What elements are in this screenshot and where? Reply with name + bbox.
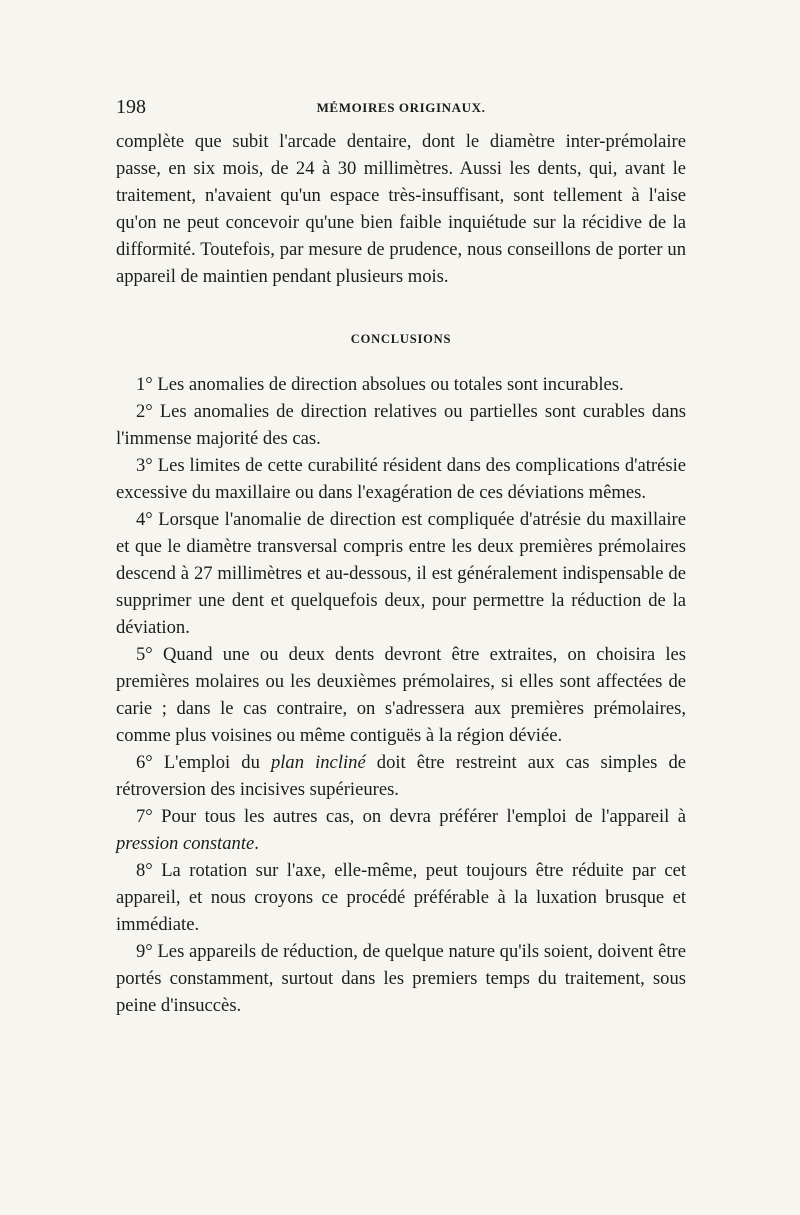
conclusion-item-9 [116,938,686,1019]
conclusion-item-5 [116,641,686,749]
conclusion-number: 7° [136,806,153,827]
conclusion-text-before: Pour tous les autres cas, on devra préférer l'emploi de l'appareil à [161,806,686,827]
conclusion-item-3 [116,452,686,506]
conclusion-text: Les appareils de réduction, de quelque nature qu'ils soient, doivent être portés constamment, surtout dans les premiers temps du traitement, sous peine d'insuccès. [116,941,686,1016]
conclusion-number: 3° [136,455,153,476]
conclusion-text: La rotation sur l'axe, elle-même, peut toujours être réduite par cet appareil, et nous croyons ce procédé préférable à la luxation brusque et immédiate. [116,860,686,935]
conclusion-text-before: L'emploi du [163,752,271,773]
conclusion-text: Les limites de cette curabilité résident dans des complications d'atrésie excessive du maxillaire ou dans l'exagération de ces déviations mêmes. [116,455,686,503]
intro-paragraph: complète que subit l'arcade dentaire, dont le diamètre inter-prémolaire passe, en six mois, de 24 à 30 millimètres. Aussi les dents, qui, avant le traitement, n'avaient qu'un espace très-insuffisant, sont tellement à l'aise qu'on ne peut concevoir qu'une bien faible inquiétude sur la récidive de la difformité. Toutefois, par mesure de prudence, nous conseillons de porter un appareil de maintien pendant plusieurs mois. [116,131,686,287]
book-page [116,96,686,1019]
section-title: CONCLUSIONS [350,332,452,346]
conclusion-emphasis: plan incliné [270,752,366,773]
conclusion-number: 8° [136,860,153,881]
conclusion-number: 5° [136,644,153,665]
conclusion-emphasis: pression constante [116,833,255,854]
conclusion-number: 6° [136,752,153,773]
conclusion-item-1 [116,371,686,398]
conclusion-text: Quand une ou deux dents devront être extraites, on choisira les premières molaires ou les deuxièmes prémolaires, si elles sont affectées de carie ; dans le cas contraire, on s'adressera aux premières prémolaires, comme plus voisines ou même contiguës à la région déviée. [116,644,686,746]
conclusion-text: Les anomalies de direction relatives ou partielles sont curables dans l'immense majorité des cas. [116,401,686,449]
conclusion-item-4 [116,506,686,641]
conclusion-item-7 [116,803,686,857]
conclusion-item-2 [116,398,686,452]
conclusion-number: 2° [136,401,153,422]
conclusion-item-8 [116,857,686,938]
conclusion-number: 4° [136,509,153,530]
conclusion-text: Les anomalies de direction absolues ou totales sont incurables. [157,374,624,395]
conclusion-item-6 [116,749,686,803]
running-head-title: MÉMOIRES ORIGINAUX. [316,100,486,115]
conclusion-number: 9° [136,941,153,962]
conclusion-text-after: . [254,833,259,854]
conclusion-text-after: doit être restreint aux cas simples de rétroversion des incisives supérieures. [116,752,686,800]
conclusion-number: 1° [136,374,153,395]
conclusion-text: Lorsque l'anomalie de direction est compliquée d'atrésie du maxillaire et que le diamètre transversal compris entre les deux premières prémolaires descend à 27 millimètres et au-dessous, il est généralement indispensable de supprimer une dent et quelquefois deux, pour permettre la réduction de la déviation. [116,509,686,638]
running-head [116,96,686,124]
page-number: 198 [116,96,146,118]
